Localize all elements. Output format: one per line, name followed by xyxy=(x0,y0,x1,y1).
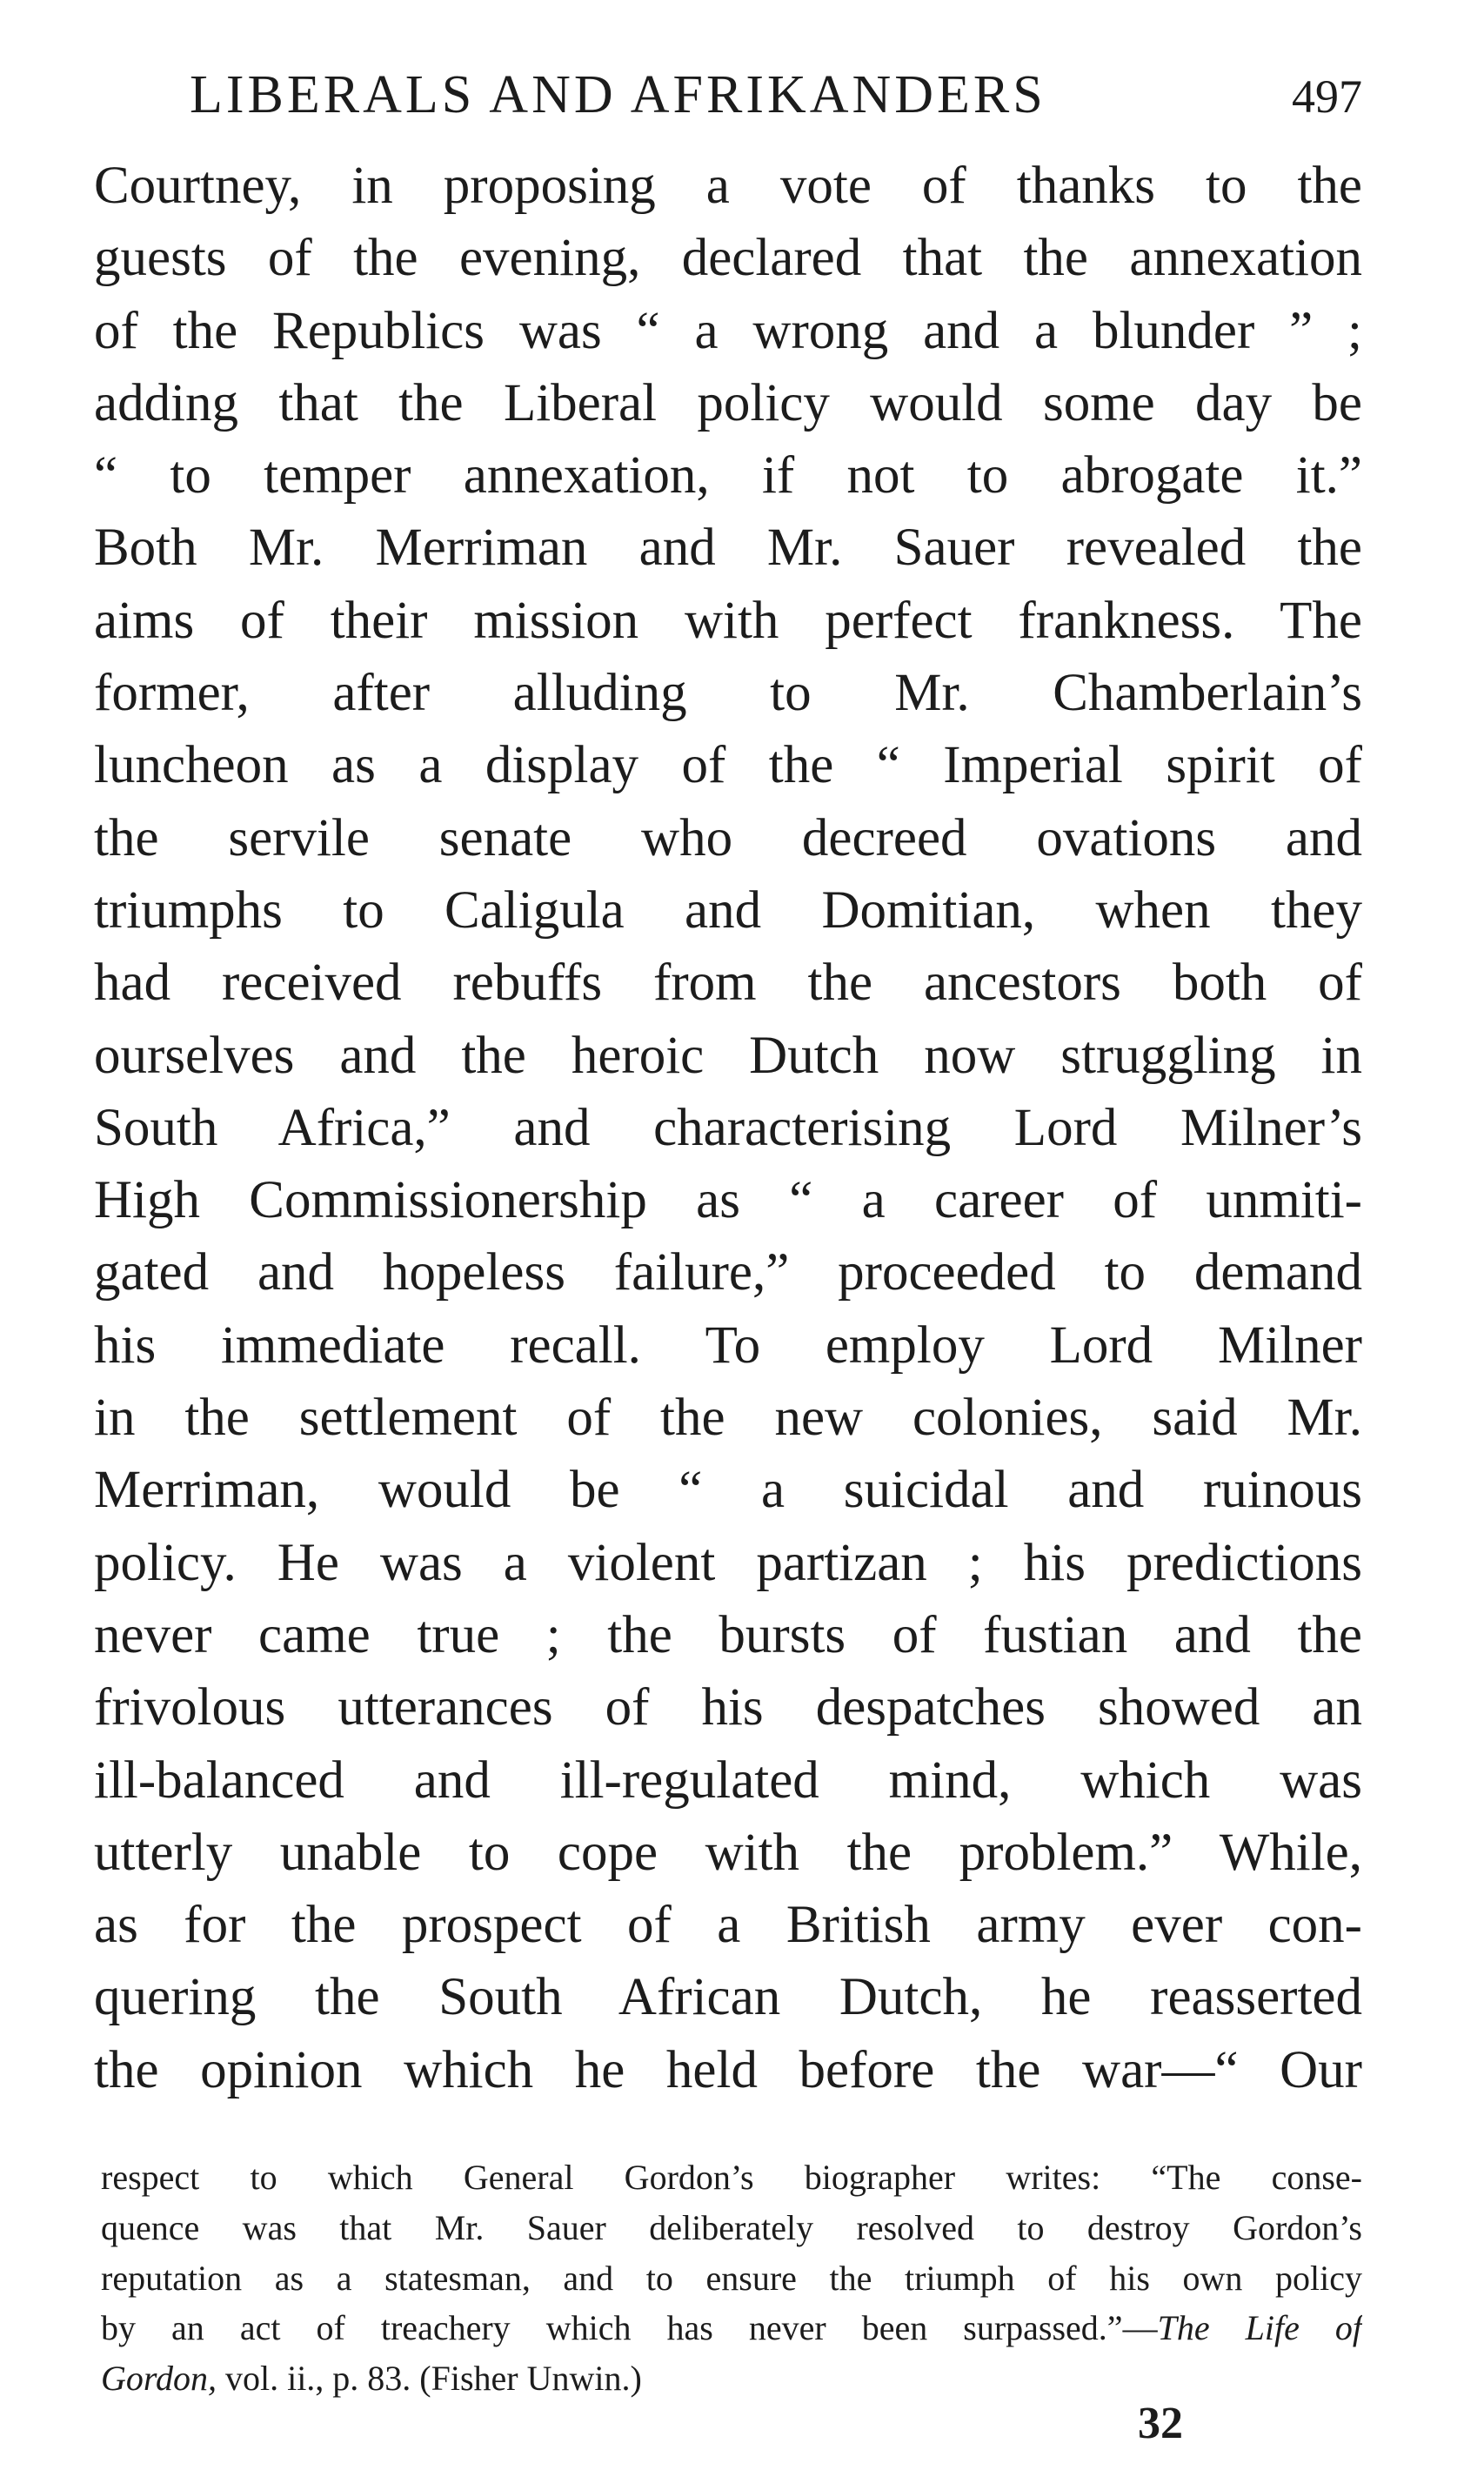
body-line: never came true ; the bursts of fustian and the xyxy=(94,1605,1362,1664)
body-line: quering the South African Dutch, he reasserted xyxy=(94,1968,1362,2027)
body-line: Merriman, would be “ a suicidal and ruinous xyxy=(94,1461,1362,1520)
footnote-line: quence was that Mr. Sauer deliberately resolved to destroy Gordon’s xyxy=(101,2207,1362,2247)
signature-mark: 32 xyxy=(1138,2399,1183,2448)
page-number: 497 xyxy=(1292,70,1362,123)
body-line: luncheon as a display of the “ Imperial spirit of xyxy=(94,736,1362,795)
body-line: adding that the Liberal policy would some day be xyxy=(94,373,1362,432)
body-line: Both Mr. Merriman and Mr. Sauer revealed the xyxy=(94,519,1362,578)
body-line: in the settlement of the new colonies, said Mr. xyxy=(94,1389,1362,1448)
body-line: his immediate recall. To employ Lord Milner xyxy=(94,1315,1362,1375)
body-line: Courtney, in proposing a vote of thanks to the xyxy=(94,157,1362,215)
body-line: utterly unable to cope with the problem.” While, xyxy=(94,1823,1362,1882)
body-line: frivolous utterances of his despatches showed an xyxy=(94,1678,1362,1737)
body-line: gated and hopeless failure,” proceeded to demand xyxy=(94,1243,1362,1302)
body-line: policy. He was a violent partizan ; his predictions xyxy=(94,1533,1362,1592)
footnote-line xyxy=(101,2353,1362,2404)
body-line: had received rebuffs from the ancestors both of xyxy=(94,954,1362,1013)
running-title: LIBERALS AND AFRIKANDERS xyxy=(190,65,1046,124)
footnote-line: respect to which General Gordon’s biographer writes: “The conse- xyxy=(101,2158,1362,2197)
footnote-line xyxy=(101,2303,1362,2353)
body-line: South Africa,” and characterising Lord Milner’s xyxy=(94,1098,1362,1157)
footnote-book-title: The Life of xyxy=(1157,2308,1362,2348)
footnote-citation: vol. ii., p. 83. (Fisher Unwin.) xyxy=(216,2359,642,2399)
book-page xyxy=(94,0,1362,2470)
body-line: of the Republics was “ a wrong and a blunder ” ; xyxy=(94,301,1362,360)
body-line: triumphs to Caligula and Domitian, when they xyxy=(94,880,1362,940)
body-line: the opinion which he held before the war—“ Our xyxy=(94,2040,1362,2099)
body-line: aims of their mission with perfect frankness. The xyxy=(94,591,1362,650)
footnote-book-title-cont: Gordon, xyxy=(101,2359,217,2399)
body-line: ourselves and the heroic Dutch now struggling in xyxy=(94,1026,1362,1085)
body-line: guests of the evening, declared that the annexation xyxy=(94,229,1362,288)
body-line: ill-balanced and ill-regulated mind, which was xyxy=(94,1750,1362,1810)
body-line: the servile senate who decreed ovations and xyxy=(94,808,1362,867)
body-line: former, after alluding to Mr. Chamberlain’s xyxy=(94,664,1362,723)
footnote-line: reputation as a statesman, and to ensure the triumph of his own policy xyxy=(101,2258,1362,2298)
body-text xyxy=(94,150,1362,2106)
body-line: “ to temper annexation, if not to abrogate it.” xyxy=(94,446,1362,505)
running-head xyxy=(94,64,1362,134)
body-line: High Commissionership as “ a career of unmiti- xyxy=(94,1171,1362,1230)
footnote-line-text: by an act of treachery which has never been surpassed.”— xyxy=(101,2308,1158,2348)
footnote xyxy=(101,2152,1362,2404)
body-line: as for the prospect of a British army ever con- xyxy=(94,1896,1362,1955)
